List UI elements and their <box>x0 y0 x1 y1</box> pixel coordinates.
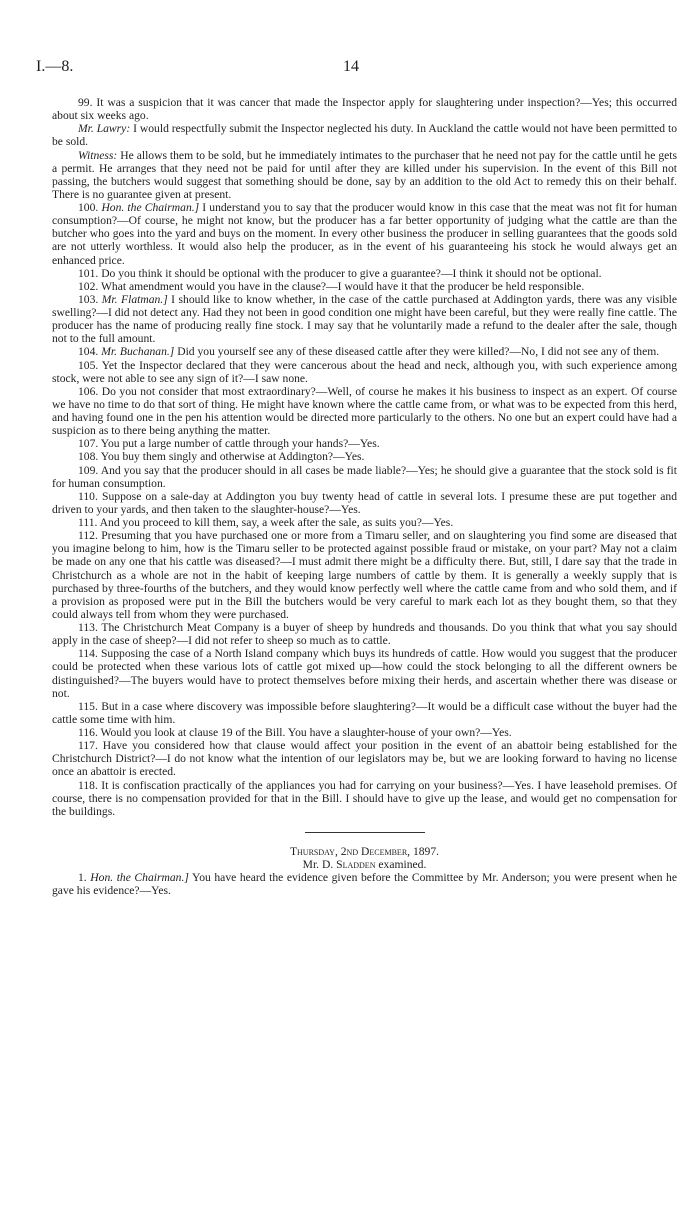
evidence-paragraph <box>52 450 677 463</box>
evidence-paragraph <box>52 201 677 267</box>
paragraph-text: 107. You put a large number of cattle through your hands?—Yes. <box>78 437 380 451</box>
evidence-paragraph <box>52 739 677 778</box>
paragraph-number: 103. <box>78 292 99 306</box>
paragraph-text: 109. And you say that the producer should in all cases be made liable?—Yes; he should give a guarantee that the stock sold is fit for human consumption. <box>52 463 677 490</box>
paragraph-text: 113. The Christchurch Meat Company is a buyer of sheep by hundreds and thousands. Do you think that what you say should apply in the case of sheep?—I did not refer to sheep so much as to cattle. <box>52 621 677 648</box>
witness-heading <box>52 858 677 871</box>
speaker-label: Hon. the Chairman.] <box>101 201 200 214</box>
evidence-paragraph <box>52 529 677 621</box>
evidence-paragraph <box>52 345 677 358</box>
evidence-paragraph <box>52 149 677 202</box>
running-header <box>36 58 666 82</box>
evidence-paragraph <box>52 647 677 700</box>
speaker-label: Mr. Flatman.] <box>101 292 168 306</box>
evidence-paragraph <box>52 385 677 438</box>
final-question <box>52 871 677 897</box>
evidence-paragraph <box>52 293 677 346</box>
paragraph-text: I would respectfully submit the Inspector neglected his duty. In Auckland the cattle would not have been permitted to be sold. <box>52 122 677 149</box>
evidence-paragraph <box>52 122 677 148</box>
paragraph-text: 111. And you proceed to kill them, say, a week after the sale, as suits you?—Yes. <box>78 516 454 529</box>
evidence-paragraph <box>52 464 677 490</box>
speaker-label: Mr. Buchanan.] <box>101 345 175 359</box>
paragraph-text: 116. Would you look at clause 19 of the Bill. You have a slaughter-house of your own?—Yes. <box>78 726 512 739</box>
evidence-paragraph <box>52 280 677 293</box>
paragraph-text: 118. It is confiscation practically of the appliances you had for carrying on your business?—Yes. I have leasehold premises. Of course, there is no compensation provided for that in the Bill. I should have to give up the lease, and would get no compensation for the buildings. <box>52 778 677 818</box>
evidence-paragraph <box>52 96 677 122</box>
paragraph-text: I should like to know whether, in the case of the cattle purchased at Addington yards, there was any visible swelling?—I did not detect any. Had they not been in good condition one might have been careful, but they were really fine cattle. The producer has the name of producing really fine stock. I may say that he voluntarily made a refund to the dealer after the sale, though not to the full amount. <box>52 292 677 346</box>
paragraph-text: 110. Suppose on a sale-day at Addington you buy twenty head of cattle in several lots. I presume these are put together and driven to your yards, and then taken to the slaughter-house?—Yes. <box>52 489 677 516</box>
evidence-paragraph <box>52 516 677 529</box>
evidence-paragraph <box>52 700 677 726</box>
paragraph-text: 114. Supposing the case of a North Island company which buys its hundreds of cattle. How would you suggest that the producer could be protected when these various lots of cattle got mixed up—how could the stock belonging to all the different owners be distinguished?—The buyers would have to protect themselves before mixing their herds, and ascertain whether there was disease or not. <box>52 647 677 700</box>
speaker-label: Mr. Lawry: <box>78 122 131 136</box>
session-date: Thursday, 2nd December, 1897. <box>289 844 440 858</box>
paragraph-text: 112. Presuming that you have purchased one or more from a Timaru seller, and on slaughtering you find some are diseased that you imagine belong to him, how is the Timaru seller to be protected against possible fraud or mistake, on your part? May not a claim be made on any one that his cattle was diseased?—I must admit there might be a difficulty there. But, still, I dare say that the trade in Christchurch as a whole are not in the habit of keeping large numbers of cattle by them. It is generally a weekly supply that is purchased by three-fourths of the butchers, and they would know perfectly well where the cattle came from and who sold them, and if a provision as proposed were put in the Bill the butchers would be very careful to mark each lot as they bought them, so that they could always tell from whom they were purchased. <box>52 529 677 621</box>
paragraph-text: 108. You buy them singly and otherwise at Addington?—Yes. <box>78 450 365 464</box>
paragraph-number: 104. <box>78 345 99 359</box>
evidence-paragraph <box>52 779 677 818</box>
paper-reference: I.—8. <box>36 58 74 75</box>
evidence-body <box>52 96 677 897</box>
paragraph-text: 115. But in a case where discovery was impossible before slaughtering?—It would be a difficult case without the buyer had the cattle some time with him. <box>52 699 677 726</box>
page-number: 14 <box>343 58 359 75</box>
evidence-paragraph <box>52 490 677 516</box>
speaker-label: Witness: <box>78 148 118 162</box>
evidence-paragraph <box>52 726 677 739</box>
paragraph-text: Did you yourself see any of these diseased cattle after they were killed?—No, I did not see any of them. <box>174 345 660 359</box>
paragraph-text: 101. Do you think it should be optional with the producer to give a guarantee?—I think it should not be optional. <box>78 266 602 280</box>
paragraph-text: He allows them to be sold, but he immediately intimates to the purchaser that he need not pay for the cattle until he gets a permit. He arranges that they need not be paid for until after they are killed under his supervision. In the event of this Bill not passing, the butchers would suggest that something should be done, say by an addition to the old Act to remedy this on their behalf. There is no guarantee given at present. <box>52 148 677 201</box>
evidence-paragraph <box>52 437 677 450</box>
paragraph-number: 1. <box>78 871 87 885</box>
witness-suffix: examined. <box>375 858 427 871</box>
paragraph-text: 106. Do you not consider that most extraordinary?—Well, of course he makes it his business to inspect as an expert. Of course we have no time to do that sort of thing. He might have known where the cattle came from, or what was to be expected from this herd, and having found one in the pen his attention would be directed more particularly to the others. No one but an expert could have had a suspicion as to there being anything the matter. <box>52 384 677 438</box>
paragraph-text: 102. What amendment would you have in the clause?—I would have it that the producer be held responsible. <box>78 279 585 293</box>
paragraph-text: I understand you to say that the producer would know in this case that the meat was not fit for human consumption?—Of course, he might not know, but the producer has a far better opportunity of judging what the cattle are than the butcher who goes into the yard and buys on the moment. In every other business the producer in selling guarantees that the goods sold are not utterly worthless. It would also help the producer, as in the event of his guaranteeing his stock he would always get an enhanced price. <box>52 201 678 267</box>
evidence-paragraph <box>52 359 677 385</box>
witness-name: D. Sladden <box>321 858 376 871</box>
paragraph-number: 100. <box>78 201 99 214</box>
section-divider <box>305 832 425 833</box>
paragraph-text: 117. Have you considered how that clause would affect your position in the event of an abattoir being established for the Christchurch District?—I do not know what the intention of our legislators may be, but we are looking forward to having no license once an abattoir is erected. <box>52 739 677 779</box>
witness-prefix: Mr. <box>302 858 322 871</box>
paragraph-text: 105. Yet the Inspector declared that they were cancerous about the head and neck, although you, with such experience among stock, were not able to see any sign of it?—I saw none. <box>52 358 677 385</box>
speaker-label: Hon. the Chairman.] <box>90 871 189 885</box>
paragraph-text: You have heard the evidence given before the Committee by Mr. Anderson; you were present when he gave his evidence?—Yes. <box>52 871 677 898</box>
paragraph-text: 99. It was a suspicion that it was cancer that made the Inspector apply for slaughtering under inspection?—Yes; this occurred about six weeks ago. <box>52 96 677 123</box>
evidence-paragraph <box>52 621 677 647</box>
evidence-paragraph <box>52 267 677 280</box>
question-list <box>52 96 677 818</box>
